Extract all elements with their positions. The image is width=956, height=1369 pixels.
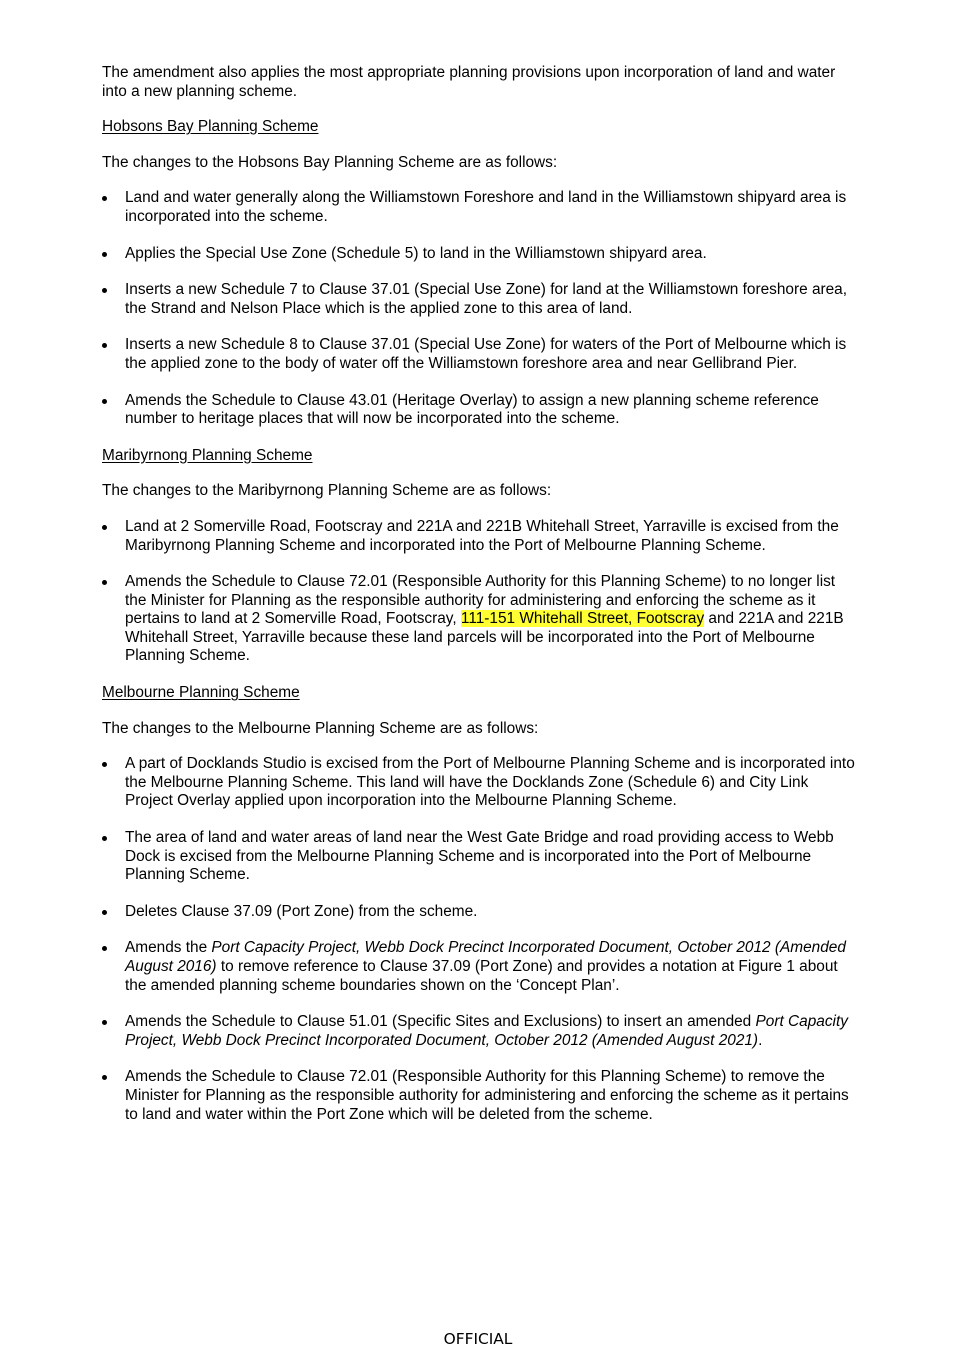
melbourne-list: [102, 755, 860, 1124]
hobsons-bay-lead: The changes to the Hobsons Bay Planning Scheme are as follows:: [102, 153, 558, 171]
list-item: The area of land and water areas of land near the West Gate Bridge and road providing access to Webb Dock is excised from the Melbourne Planning Scheme and is incorporated into the Port of Melbourne Planning Scheme.: [102, 829, 860, 885]
list-item: Amends the Schedule to Clause 43.01 (Heritage Overlay) to assign a new planning scheme reference number to heritage places that will now be incorporated into the scheme.: [102, 392, 860, 429]
security-classification-footer: OFFICIAL: [443, 1330, 513, 1348]
list-item: Land and water generally along the Williamstown Foreshore and land in the Williamstown shipyard area is incorporated into the scheme.: [102, 189, 860, 226]
item-text: Amends the Schedule to Clause 51.01 (Specific Sites and Exclusions) to insert an amended: [125, 1013, 756, 1031]
maribyrnong-list: [102, 518, 860, 666]
item-text: and 221A and 221B Whitehall Street, Yarraville because these land parcels will be incorporated into the Port of Melbourne Planning Scheme.: [125, 610, 844, 665]
list-item: Inserts a new Schedule 8 to Clause 37.01 (Special Use Zone) for waters of the Port of Melbourne which is the applied zone to the body of water off the Williamstown foreshore area and near Gellibrand Pier.: [102, 336, 860, 373]
hobsons-bay-list: [102, 189, 860, 428]
melbourne-lead: The changes to the Melbourne Planning Scheme are as follows:: [102, 719, 539, 737]
maribyrnong-heading: Maribyrnong Planning Scheme: [102, 446, 313, 464]
list-item: Applies the Special Use Zone (Schedule 5) to land in the Williamstown shipyard area.: [102, 245, 860, 264]
item-text: Amends the: [125, 939, 212, 957]
highlighted-address: 111-151 Whitehall Street, Footscray: [460, 610, 705, 628]
item-text: .: [758, 1031, 763, 1049]
document-title-italic: Port Capacity Project, Webb Dock Precinct Incorporated Document, October 2012 (Amended August 2021): [125, 1013, 848, 1049]
item-text: to remove reference to Clause 37.09 (Port Zone) and provides a notation at Figure 1 about the amended planning scheme boundaries shown on the ‘Concept Plan’.: [125, 958, 838, 994]
document-title-italic: Port Capacity Project, Webb Dock Precinct Incorporated Document, October 2012 (Amended August 2016): [125, 939, 846, 975]
list-item: Land at 2 Somerville Road, Footscray and 221A and 221B Whitehall Street, Yarraville is excised from the Maribyrnong Planning Scheme and incorporated into the Port of Melbourne Planning Scheme.: [102, 518, 860, 555]
list-item: [102, 573, 860, 666]
maribyrnong-lead: The changes to the Maribyrnong Planning Scheme are as follows:: [102, 482, 552, 500]
list-item: A part of Docklands Studio is excised from the Port of Melbourne Planning Scheme and is incorporated into the Melbourne Planning Scheme. This land will have the Docklands Zone (Schedule 6) and City Link Project Overlay applied upon incorporation into the Melbourne Planning Scheme.: [102, 755, 860, 811]
item-text: Amends the Schedule to Clause 72.01 (Responsible Authority for this Planning Scheme) to no longer list the Minister for Planning as the responsible authority for administering and enforcing the scheme as it pertains to land at 2 Somerville Road, Footscray,: [125, 573, 836, 628]
melbourne-heading: Melbourne Planning Scheme: [102, 684, 300, 702]
list-item: [102, 1013, 860, 1050]
list-item: [102, 939, 860, 995]
list-item: Amends the Schedule to Clause 72.01 (Responsible Authority for this Planning Scheme) to remove the Minister for Planning as the responsible authority for administering and enforcing the scheme as it pertains to land and water within the Port Zone which will be deleted from the scheme.: [102, 1068, 860, 1124]
list-item: Inserts a new Schedule 7 to Clause 37.01 (Special Use Zone) for land at the Williamstown foreshore area, the Strand and Nelson Place which is the applied zone to this area of land.: [102, 281, 860, 318]
hobsons-bay-heading: Hobsons Bay Planning Scheme: [102, 118, 319, 136]
list-item: Deletes Clause 37.09 (Port Zone) from the scheme.: [102, 903, 860, 922]
document-body: [102, 64, 860, 1142]
intro-paragraph: The amendment also applies the most appropriate planning provisions upon incorporation of land and water into a new planning scheme.: [102, 64, 836, 100]
